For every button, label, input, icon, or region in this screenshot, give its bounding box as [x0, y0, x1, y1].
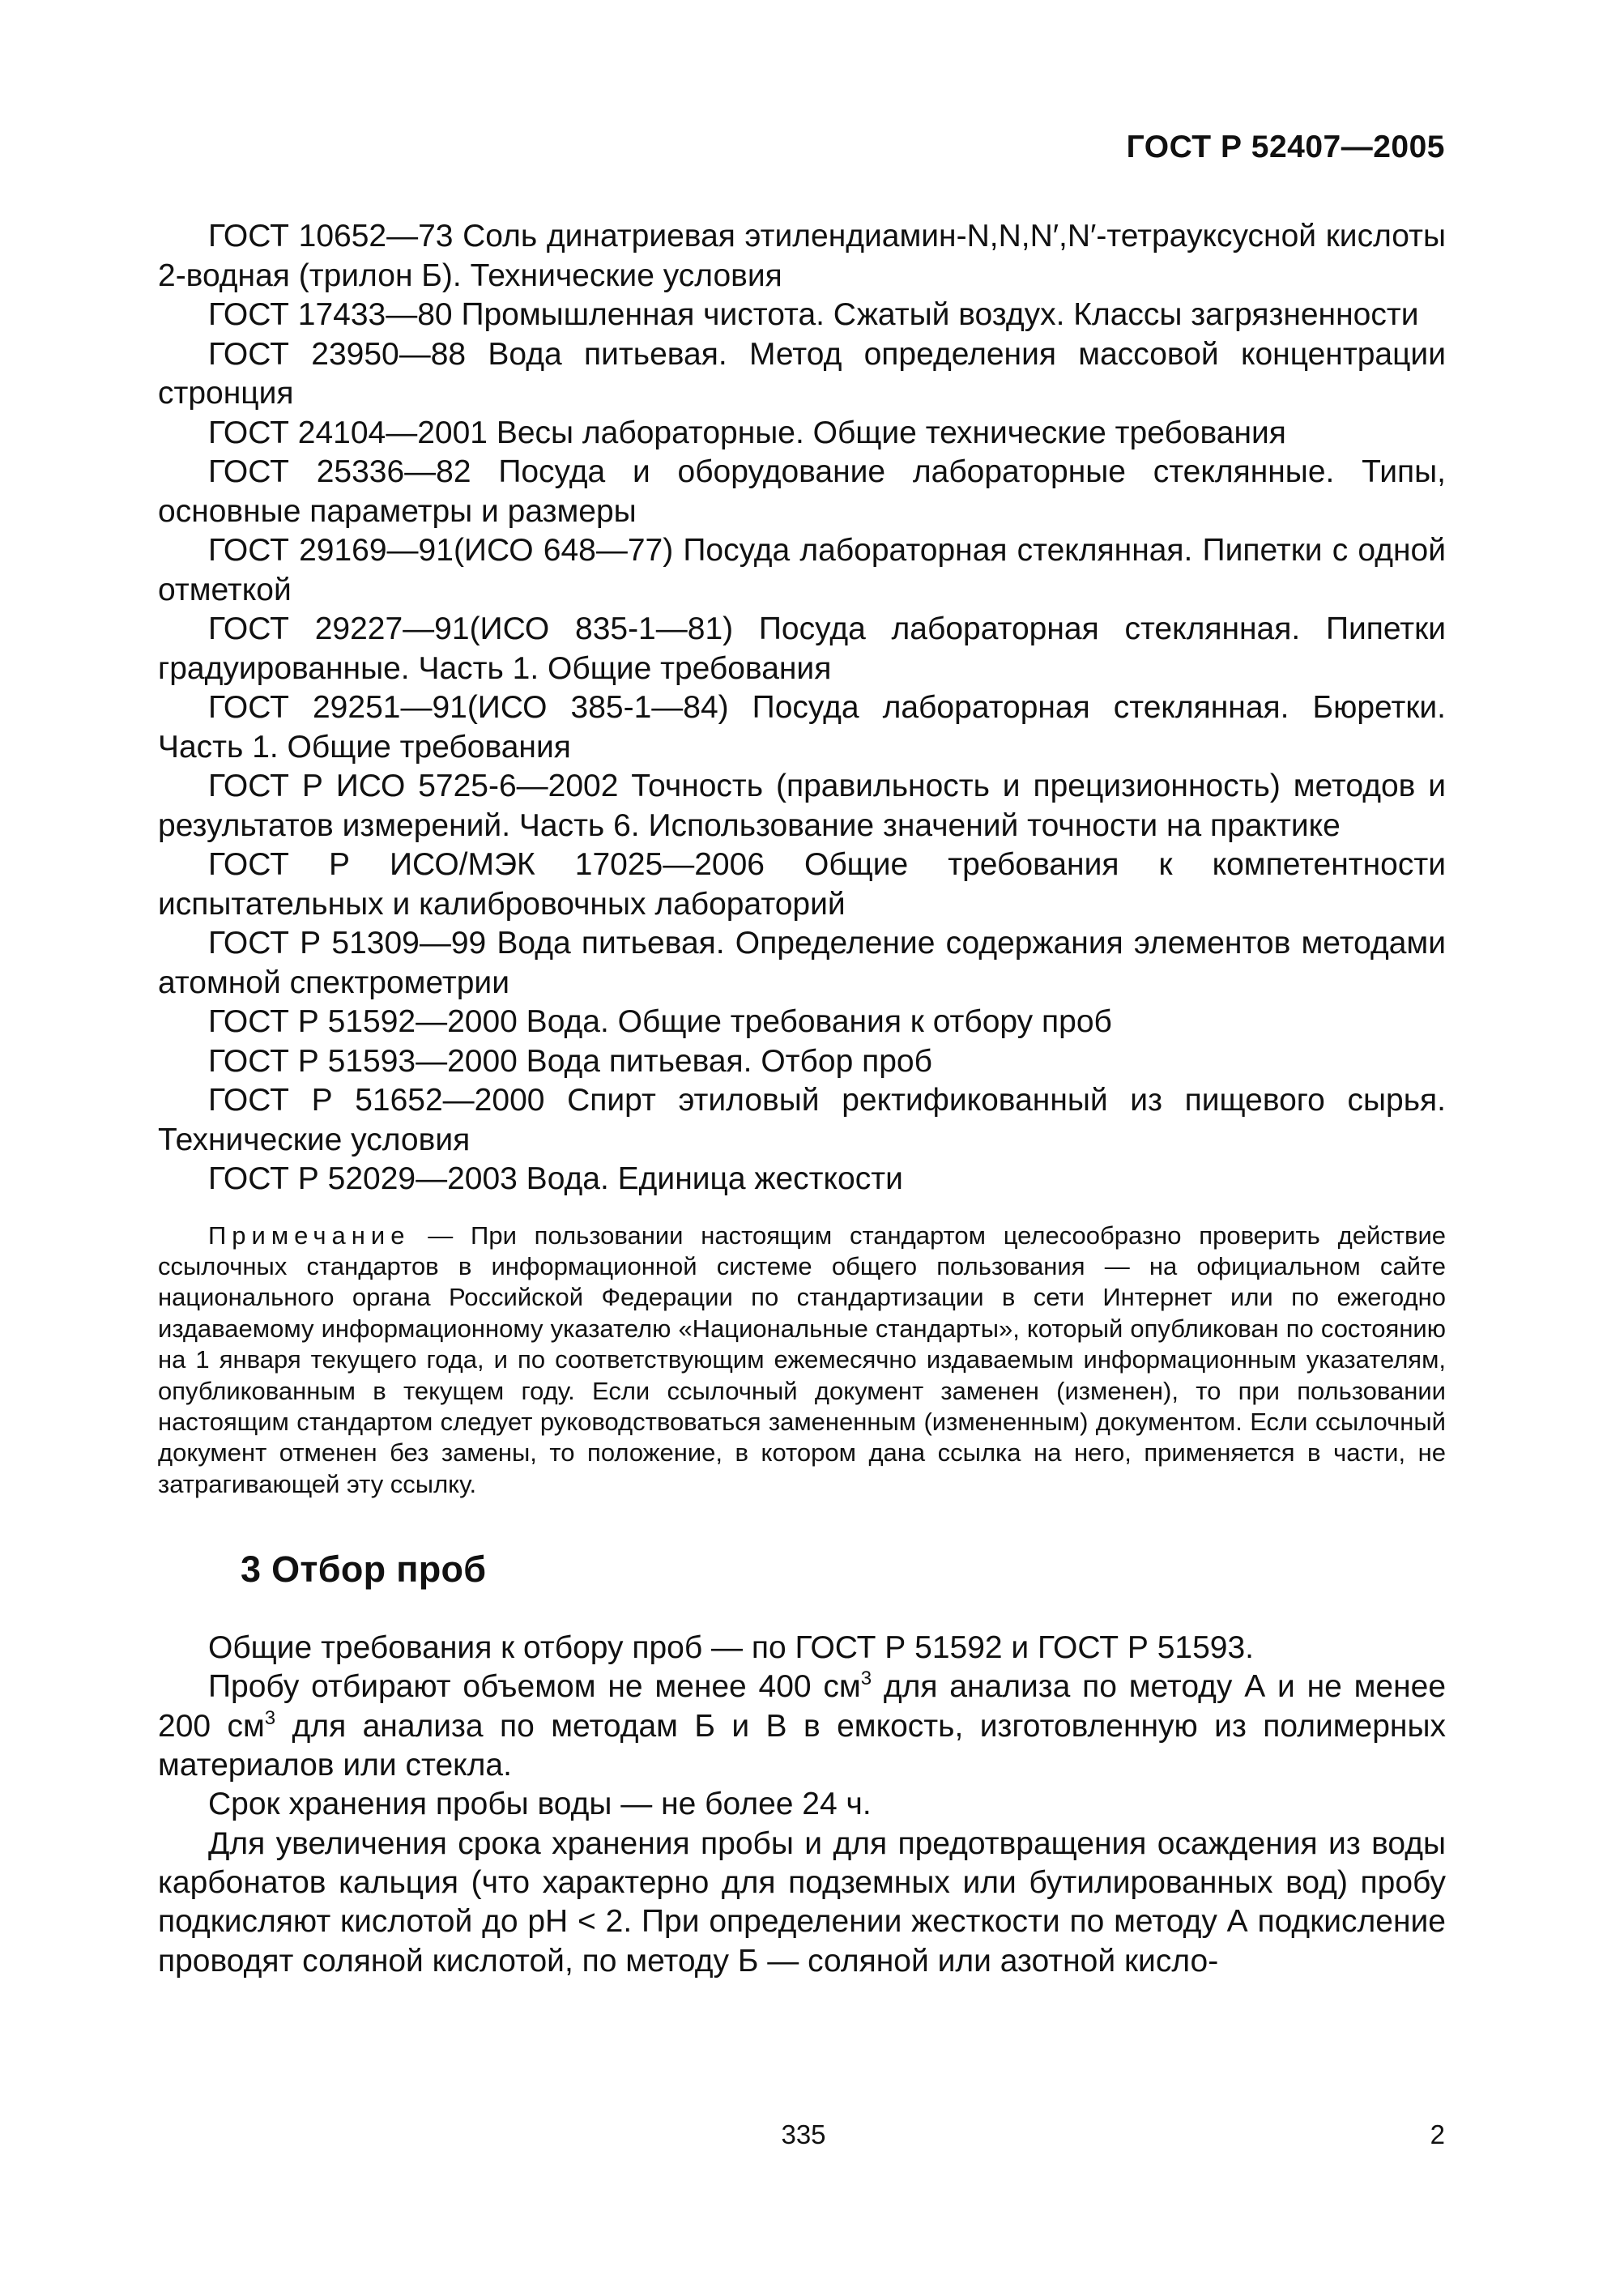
reference-item: ГОСТ Р 51593—2000 Вода питьевая. Отбор проб	[208, 1043, 932, 1079]
references-list	[158, 217, 1446, 1199]
reference-item: ГОСТ Р 51592—2000 Вода. Общие требования к отбору проб	[208, 1004, 1112, 1039]
reference-item: ГОСТ 29227—91(ИСО 835-1—81) Посуда лабораторная стеклянная. Пипетки градуированные. Часть 1. Общие требования	[158, 611, 1446, 686]
reference-item: ГОСТ Р 52029—2003 Вода. Единица жесткости	[208, 1161, 903, 1196]
reference-item: ГОСТ Р ИСО 5725-6—2002 Точность (правильность и прецизионность) методов и результатов измерений. Часть 6. Использование значений точности на практике	[158, 769, 1446, 843]
section-paragraph: Срок хранения пробы воды — не более 24 ч.	[208, 1787, 872, 1822]
paragraph-text: для анализа по методу А и не менее 200 см	[158, 1669, 1447, 1744]
note-block	[158, 1220, 1446, 1501]
reference-item: ГОСТ 10652—73 Соль динатриевая этилендиамин-N,N,N′,N′-тетрауксусной кислоты 2-водная (трилон Б). Технические условия	[158, 219, 1446, 293]
reference-item: ГОСТ 25336—82 Посуда и оборудование лабораторные стеклянные. Типы, основные параметры и размеры	[158, 454, 1446, 529]
superscript: 3	[860, 1668, 872, 1690]
page-body	[158, 217, 1446, 1981]
reference-item: ГОСТ Р 51652—2000 Спирт этиловый ректификованный из пищевого сырья. Технические условия	[158, 1083, 1446, 1157]
section-heading: 3 Отбор проб	[241, 1548, 487, 1591]
reference-item: ГОСТ 29251—91(ИСО 385-1—84) Посуда лабораторная стеклянная. Бюретки. Часть 1. Общие требования	[158, 690, 1446, 765]
reference-item: ГОСТ Р 51309—99 Вода питьевая. Определение содержания элементов методами атомной спектрометрии	[158, 926, 1446, 1000]
section-paragraph: Общие требования к отбору проб — по ГОСТ Р 51592 и ГОСТ Р 51593.	[208, 1630, 1254, 1666]
page-number: 335	[781, 2119, 826, 2149]
reference-item: ГОСТ 29169—91(ИСО 648—77) Посуда лабораторная стеклянная. Пипетки с одной отметкой	[158, 533, 1446, 607]
document-id-header: ГОСТ Р 52407—2005	[1126, 130, 1445, 164]
note-text: — При пользовании настоящим стандартом целесообразно проверить действие ссылочных стандартов в информационной системе общего пользования — на официальном сайте национального органа Российской Федерации по стандартизации в сети Интернет или по ежегодно издаваемому информационному указателю «Национальные стандарты», который опубликован по состоянию на 1 января текущего года, и по соответствующим ежемесячно издаваемым информационным указателям, опубликованным в текущем году. Если ссылочный документ заменен (изменен), то при пользовании настоящим стандартом следует руководствоваться замененным (измененным) документом. Если ссылочный документ отменен без замены, то положение, в котором дана ссылка на него, применяется в части, не затрагивающей эту ссылку.	[158, 1220, 1447, 1498]
paragraph-text: Пробу отбирают объемом не менее 400 см	[208, 1669, 861, 1705]
reference-item: ГОСТ 17433—80 Промышленная чистота. Сжатый воздух. Классы загрязненности	[208, 297, 1419, 332]
section-paragraph: Для увеличения срока хранения пробы и для предотвращения осаждения из воды карбонатов кальция (что характерно для подземных или бутилированных вод) пробу подкисляют кислотой до рН < 2. При определении жесткости по методу А подкисление проводят соляной кислотой, по методу Б — соляной или азотной кисло-	[158, 1825, 1446, 1979]
page-index: 2	[1430, 2119, 1445, 2149]
paragraph-text: для анализа по методам Б и В в емкость, изготовленную из полимерных материалов или стекла.	[158, 1708, 1447, 1783]
superscript: 3	[264, 1706, 276, 1729]
reference-item: ГОСТ 23950—88 Вода питьевая. Метод определения массовой концентрации стронция	[158, 336, 1446, 411]
reference-item: ГОСТ 24104—2001 Весы лабораторные. Общие технические требования	[208, 415, 1286, 450]
section-paragraph	[158, 1668, 1446, 1785]
note-label: Примечание	[208, 1220, 411, 1250]
reference-item: ГОСТ Р ИСО/МЭК 17025—2006 Общие требования к компетентности испытательных и калибровочных лабораторий	[158, 847, 1446, 922]
